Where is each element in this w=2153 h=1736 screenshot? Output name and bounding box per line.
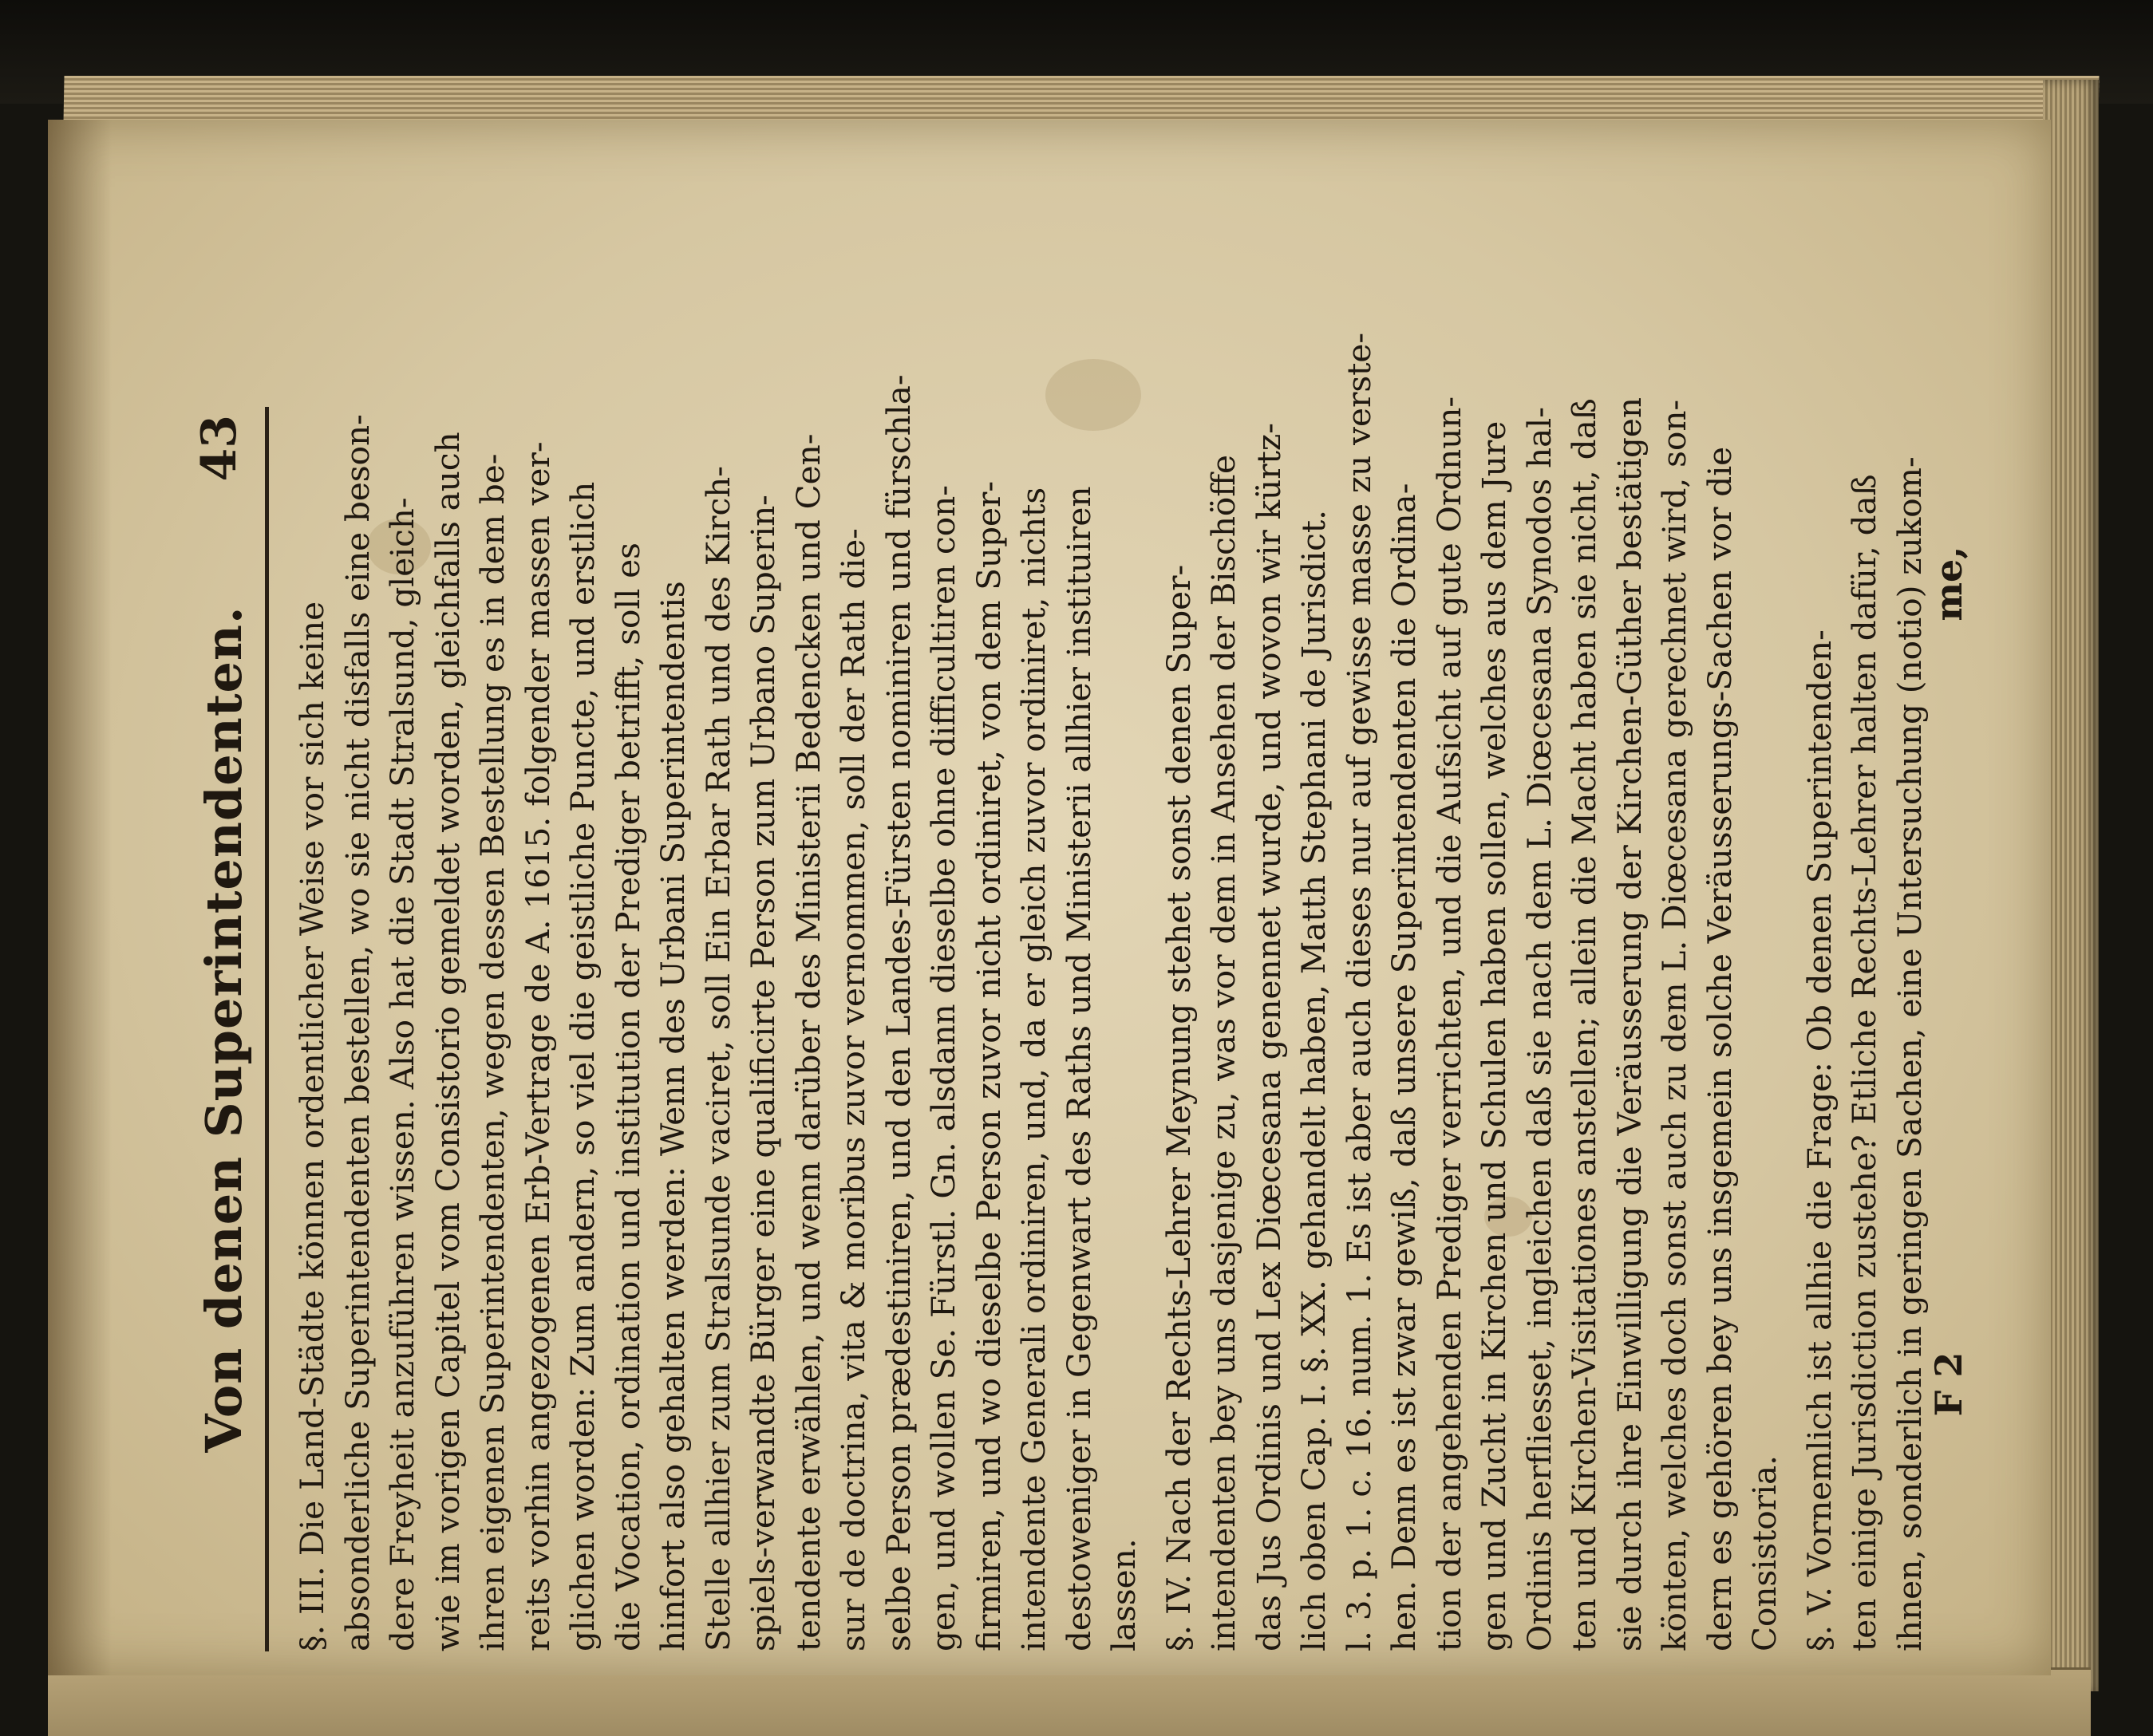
text-line: dern es gehören bey uns insgemein solche Veräusserungs-Sachen vor die	[1700, 446, 1739, 1651]
text-line: ten einige Jurisdiction zustehe? Etliche Rechts-Lehrer halten dafür, daß	[1845, 474, 1883, 1651]
text-line: ihren eigenen Superintendenten, wegen dessen Bestellung es in dem be-	[473, 453, 512, 1651]
facing-page-edge	[48, 1667, 2091, 1736]
book-gutter-shadow	[48, 120, 112, 1675]
text-line: wie im vorigen Capitel vom Consistorio gemeldet worden, gleichfalls auch	[428, 432, 467, 1651]
text-line: das Jus Ordinis und Lex Diœcesana genennet wurde, und wovon wir kürtz-	[1249, 423, 1288, 1651]
page-edges-right	[2043, 80, 2099, 1691]
text-line: gen und Zucht in Kirchen und Schulen haben sollen, welches aus dem Jure	[1475, 420, 1513, 1651]
page-edges-top	[63, 76, 2099, 124]
signature-mark: F 2	[1927, 1351, 1970, 1417]
text-line: l. 3. p. 1. c. 16. num. 1. Es ist aber auch dieses nur auf gewisse masse zu verste-	[1339, 332, 1378, 1651]
section-5-paragraph	[1797, 407, 1933, 1651]
text-line: die Vocation, ordination und institution der Prediger betrifft, soll es	[608, 542, 647, 1651]
text-line: lich oben Cap. I. §. XX. gehandelt haben, Matth Stephani de Jurisdict.	[1294, 510, 1333, 1651]
text-line: gen, und wollen Se. Fürstl. Gn. alsdann dieselbe ohne difficultiren con-	[924, 485, 962, 1651]
text-line: §. III. Die Land-Städte können ordentlicher Weise vor sich keine	[293, 601, 331, 1651]
running-header	[192, 407, 269, 1651]
text-line: Stelle allhier zum Stralsunde vaciret, soll Ein Erbar Rath und des Kirch-	[698, 466, 737, 1651]
text-line: firmiren, und wo dieselbe Person zuvor nicht ordiniret, von dem Super-	[969, 480, 1008, 1651]
text-line: ihnen, sonderlich in geringen Sachen, eine Untersuchung (notio) zukom-	[1890, 456, 1929, 1651]
text-line: selbe Person prædestiniren, und den Landes-Fürsten nominiren und fürschla-	[879, 374, 918, 1651]
text-line: ten und Kirchen-Visitationes anstellen; allein die Macht haben sie nicht, daß	[1565, 398, 1603, 1651]
section-3-paragraph	[290, 374, 1147, 1651]
text-line: glichen worden: Zum andern, so viel die geistliche Puncte, und erstlich	[563, 481, 602, 1651]
page-number: 43	[192, 415, 247, 482]
text-line: reits vorhin angezogenen Erb-Vertrage de A. 1615. folgender massen ver-	[518, 441, 557, 1651]
signature-line	[1927, 407, 1970, 1651]
catchword: me,	[1927, 546, 1970, 621]
text-line: spiels-verwandte Bürger eine qualificirte Person zum Urbano Superin-	[744, 495, 782, 1651]
text-line: intendente Generali ordiniren, und, da er gleich zuvor ordiniret, nichts	[1014, 487, 1053, 1651]
text-line: §. IV. Nach der Rechts-Lehrer Meynung stehet sonst denen Super-	[1159, 564, 1198, 1651]
text-line: dere Freyheit anzuführen wissen. Also hat die Stadt Stralsund, gleich-	[383, 497, 421, 1651]
text-line: tendente erwählen, und wenn darüber des Ministerii Bedencken und Cen-	[788, 433, 828, 1651]
page-title: Von denen Superintendenten.	[195, 606, 253, 1453]
text-line: absonderliche Superintendenten bestellen, wo sie nicht disfalls eine beson-	[338, 414, 377, 1651]
text-line: tion der angehenden Prediger verrichten, und die Aufsicht auf gute Ordnun-	[1429, 396, 1468, 1651]
text-line: Consistoria.	[1745, 1455, 1784, 1651]
text-line: Ordinis herfliesset, ingleichen daß sie nach dem L. Diœcesana Synodos hal-	[1519, 407, 1558, 1651]
section-4-paragraph	[1156, 332, 1788, 1651]
text-line: intendenten bey uns dasjenige zu, was vor dem in Ansehen der Bischöffe	[1204, 454, 1242, 1651]
text-line: §. V. Vornemlich ist allhie die Frage: Ob denen Superintenden-	[1799, 629, 1839, 1651]
text-line: hen. Denn es ist zwar gewiß, daß unsere Superintendenten die Ordina-	[1385, 483, 1423, 1651]
text-line: sie durch ihre Einwilligung die Veräusserung der Kirchen-Güther bestätigen	[1610, 397, 1649, 1651]
text-line: destoweniger in Gegenwart des Raths und Ministerii allhier instituiren	[1059, 486, 1098, 1651]
rotated-text-block	[192, 332, 1970, 1651]
text-line: hinfort also gehalten werden: Wenn des Urbani Superintendentis	[654, 581, 692, 1651]
text-line: lassen.	[1104, 1538, 1143, 1651]
text-line: könten, welches doch sonst auch zu dem L. Diœcesana gerechnet wird, son-	[1655, 399, 1693, 1651]
text-line: sur de doctrina, vita & moribus zuvor vernommen, soll der Rath die-	[834, 528, 872, 1651]
